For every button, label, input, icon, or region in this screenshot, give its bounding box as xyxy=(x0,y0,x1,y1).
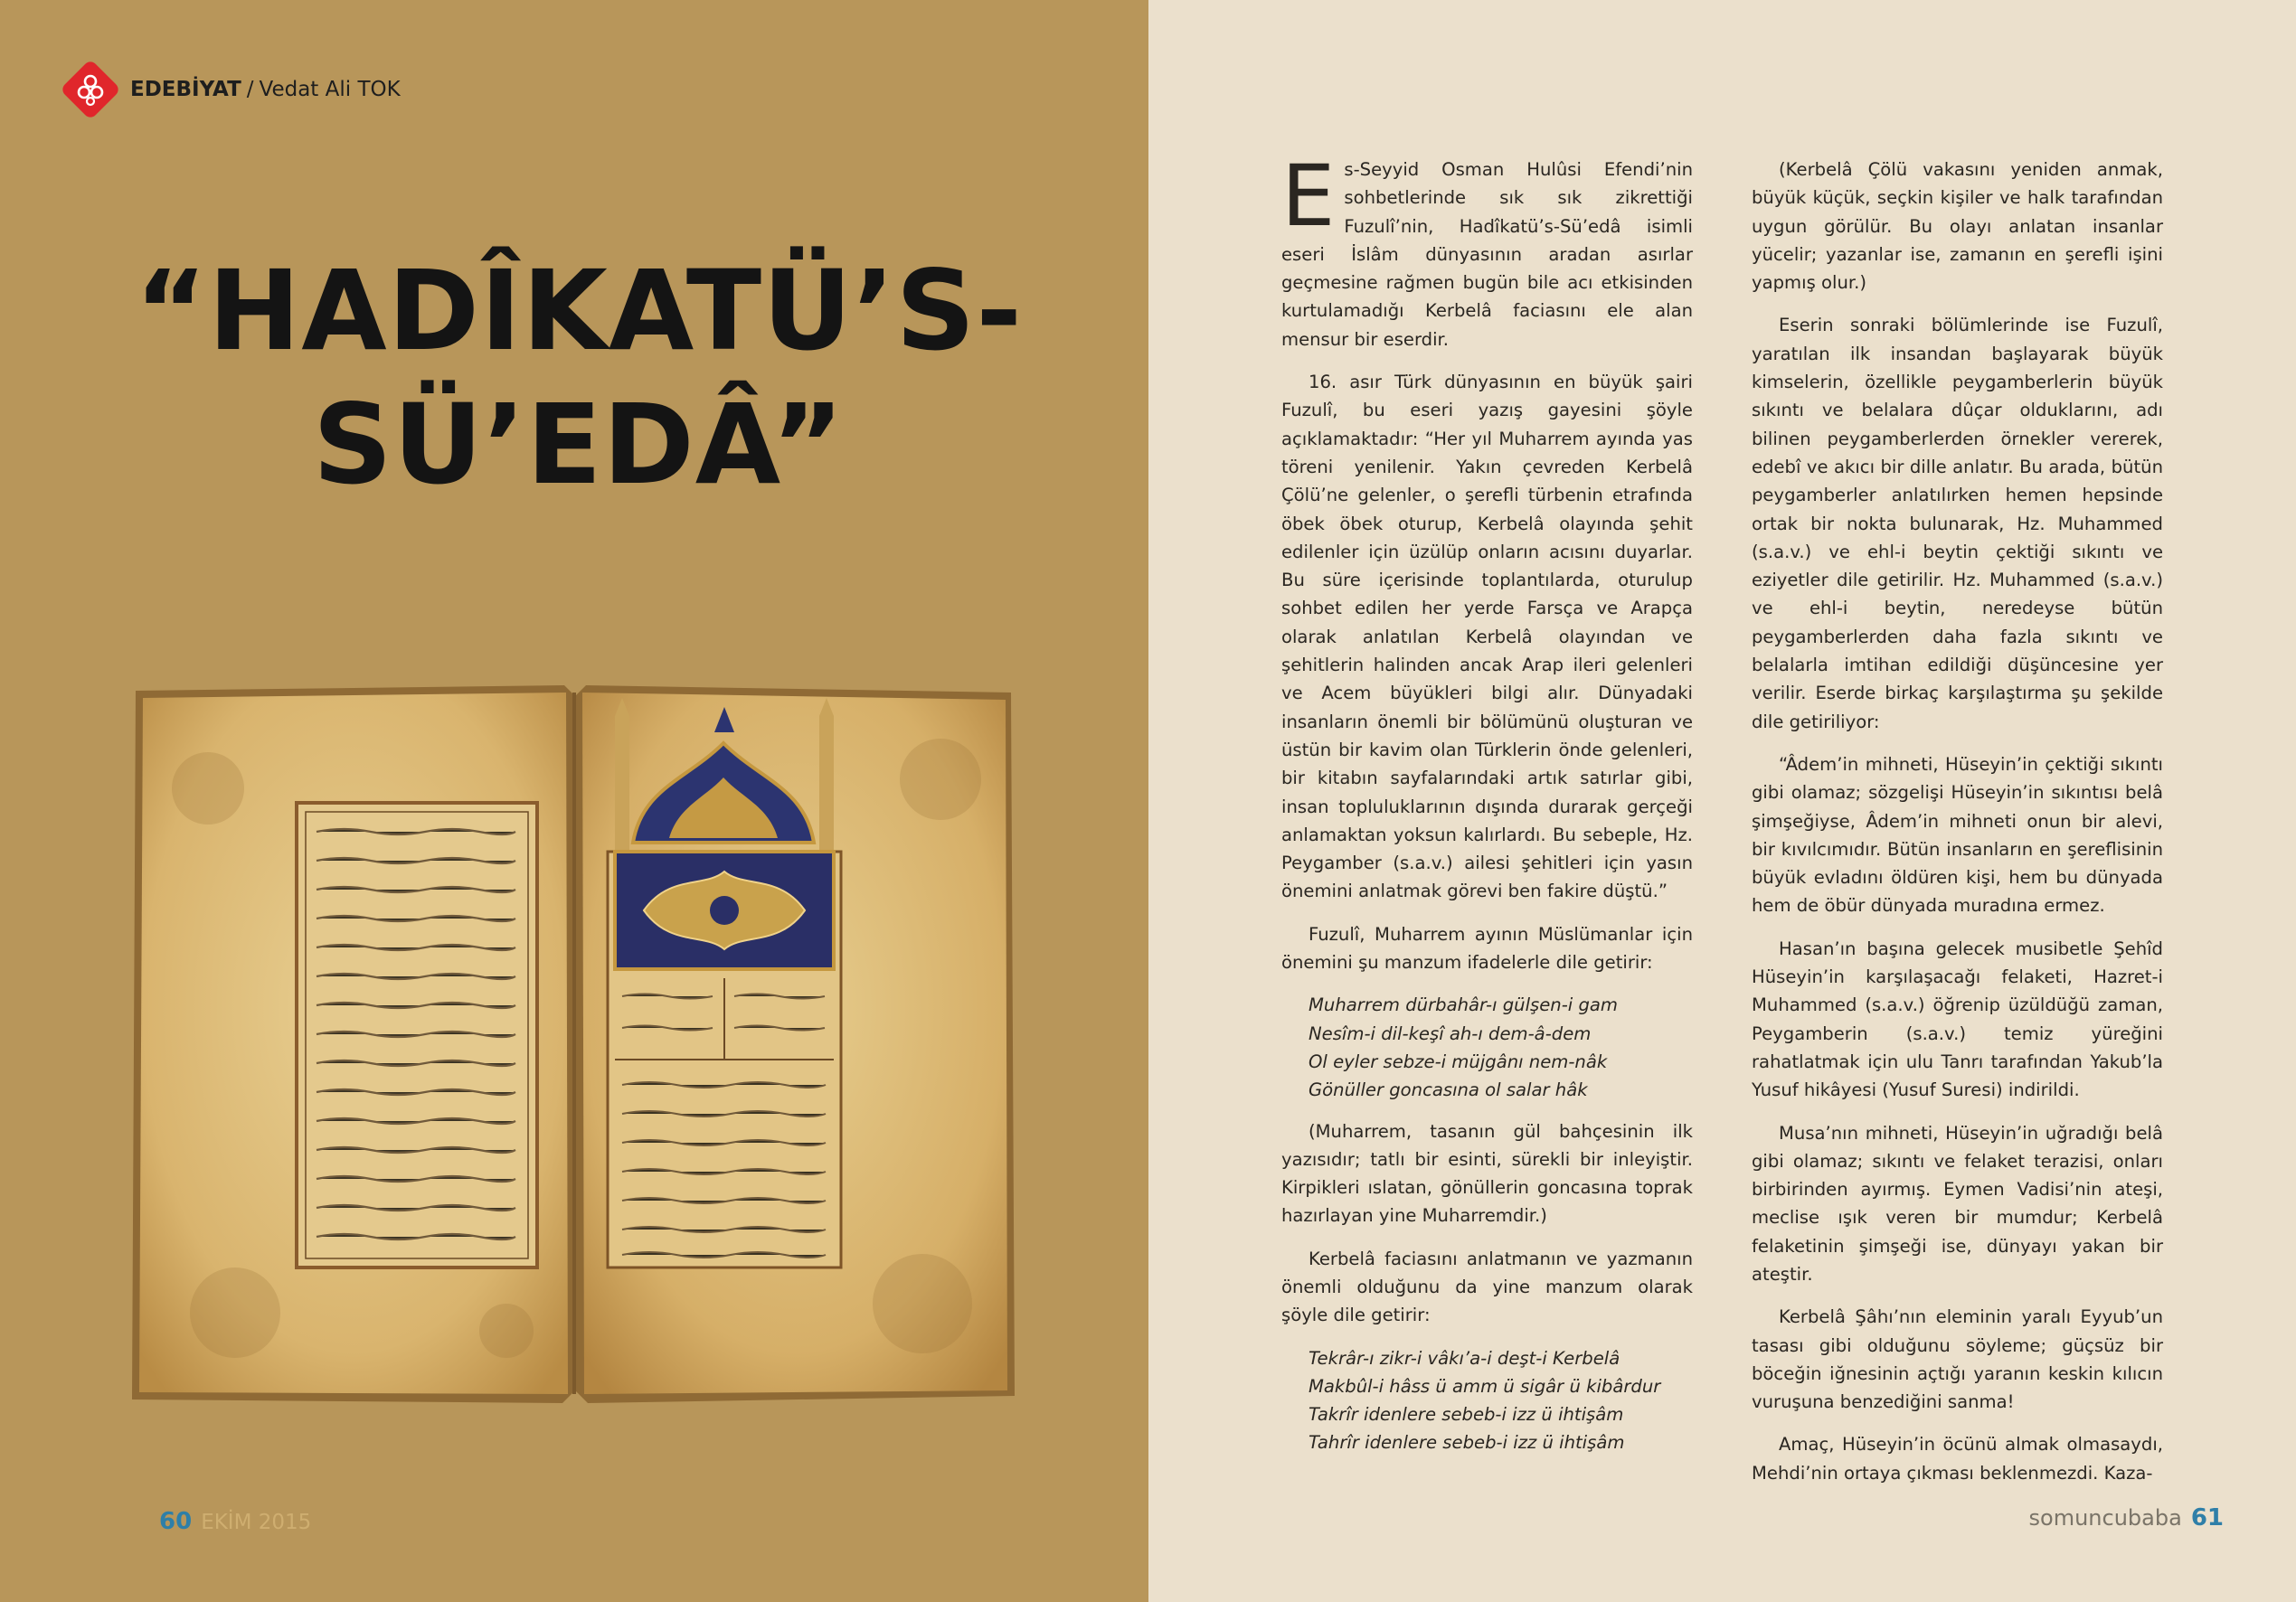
verse-1 xyxy=(1309,991,1693,1104)
paragraph-11: Kerbelâ Şâhı’nın eleminin yaralı Eyyub’un tasası gibi olduğunu söyleme; güçsüz bir böceğin iğnesinin açtığı yaranın keskin kılıcın vuruşuna benzediğini sanma! xyxy=(1752,1306,2163,1413)
article-column-2 xyxy=(1752,155,2163,1502)
paragraph-5: Kerbelâ faciasını anlatmanın ve yazmanın önemli olduğunu da yine manzum olarak şöyle dile getirir: xyxy=(1281,1248,1693,1326)
right-page xyxy=(1148,0,2296,1602)
verse-line: Ol eyler sebze-i müjgânı nem-nâk xyxy=(1309,1051,1608,1072)
manuscript-photo xyxy=(127,680,1015,1409)
page-number: 60 xyxy=(159,1508,193,1535)
page-number-left xyxy=(159,1508,311,1535)
article-column-1 xyxy=(1281,147,1693,1470)
section-name: EDEBİYAT xyxy=(130,78,241,101)
page-number-right: 61 xyxy=(2190,1504,2224,1531)
verse-line: Tahrîr idenlere sebeb-i izz ü ihtişâm xyxy=(1309,1432,1625,1454)
article-title xyxy=(127,244,1031,512)
paragraph-6: (Kerbelâ Çölü vakasını yeniden anmak, büyük küçük, seçkin kişiler ve halk tarafından uygun görülür. Bu olayı anlatan insanlar yücelir; yazanlar ise, zamanın en şerefli işini yapmış olur.) xyxy=(1752,159,2163,294)
verse-2 xyxy=(1309,1344,1693,1457)
drop-cap: E xyxy=(1281,147,1336,246)
paragraph-1 xyxy=(1281,147,1693,353)
title-line-1: “HADÎKATÜ’S- xyxy=(135,247,1023,375)
paragraph-10: Musa’nın mihneti, Hüseyin’in uğradığı belâ gibi olamaz; sıkıntı ve felaket terazisi, onları birbirinden ayırmış. Eymen Vadisi’nin ateşi, meclise ışık veren bir mumdur; Kerbelâ felaketinin şimşeği ise, dünyayı yakan bir ateştir. xyxy=(1752,1122,2163,1285)
paragraph-3: Fuzulî, Muharrem ayının Müslümanlar için önemini şu manzum ifadelerle dile getirir: xyxy=(1281,923,1693,974)
paragraph-12: Amaç, Hüseyin’in öcünü almak olmasaydı, Mehdi’nin ortaya çıkması beklenmezdi. Kaza- xyxy=(1752,1434,2163,1484)
verse-line: Tekrâr-ı zikr-i vâkı’a-i deşt-i Kerbelâ xyxy=(1309,1347,1620,1369)
verse-line: Muharrem dürbahâr-ı gülşen-i gam xyxy=(1309,994,1618,1016)
section-logo xyxy=(60,59,121,120)
author-name: Vedat Ali TOK xyxy=(259,78,401,101)
verse-line: Makbûl-i hâss ü amm ü sigâr ü kibârdur xyxy=(1309,1375,1661,1397)
verse-line: Takrîr idenlere sebeb-i izz ü ihtişâm xyxy=(1309,1404,1624,1426)
paragraph-2: 16. asır Türk dünyasının en büyük şairi Fuzulî, bu eseri yazış gayesini şöyle açıklamaktadır: “Her yıl Muharrem ayında yas töreni yenilenir. Yakın çevreden Kerbelâ Çölü’ne gelenler, o şerefli türbenin etrafında öbek öbek oturup, Kerbelâ olayında şehit edilenler için üzülüp onların acısını duyarlar. Bu süre içerisinde toplantılarda, oturulup sohbet edilen her yerde Farsça ve Arapça olarak anlatılan Kerbelâ olayından ve şehitlerin halinden ancak Arap ileri gelenleri ve Acem büyükleri bilgi alır. Dünyadaki insanların önemli bir bölümünü oluşturan ve üstün bir kavim olan Türklerin önde gelenleri, bir kitabın sayfalarındaki artık satırlar gibi, insan topluluklarının dışında durarak gerçeği anlamaktan yoksun kalırlardı. Bu sebeple, Hz. Peygamber (s.a.v.) ailesi şehitleri için yasın önemini anlatmak görevi ben fakire düştü.” xyxy=(1281,372,1693,902)
paragraph-8: “Âdem’in mihneti, Hüseyin’in çektiği sıkıntı gibi olamaz; sözgelişi Hüseyin’in sıkıntısı belâ şimşeğiyse, Âdem’in mihneti onun bir alevi, bir kıvılcımıdır. Bütün insanların en şereflisinin büyük evladını öldüren kişi, hem bu dünyada hem de öbür dünyada muradına ermez. xyxy=(1752,753,2163,917)
paragraph-7: Eserin sonraki bölümlerinde ise Fuzulî, yaratılan ilk insandan başlayarak büyük kimselerin, özellikle peygamberlerin büyük sıkıntı ve belalara dûçar olduklarını, adı bilinen peygamberlerden örnekler vererek, edebî ve akıcı bir dille anlatır. Bu arada, bütün peygamberler anlatılırken hemen hepsinde ortak bir nokta bulunarak, Hz. Muhammed (s.a.v.) ve ehl-i beytin çektiği sıkıntı ve eziyetler dile getirilir. Hz. Muhammed (s.a.v.) ve ehl-i beytin, neredeyse bütün peygamberlerden daha fazla sıkıntı ve belalarla imtihan edildiği düşüncesine yer verilir. Eserde birkaç karşılaştırma şu şekilde dile getiriliyor: xyxy=(1752,315,2163,732)
paragraph-9: Hasan’ın başına gelecek musibetle Şehîd Hüseyin’in karşılaşacağı felaketi, Hazret-i Muhammed (s.a.v.) öğrenip üzüldüğü zaman, Peygamberin (s.a.v.) temiz yüreğini rahatlatmak için ulu Tanrı tarafından Yakub’la Yusuf hikâyesi (Yusuf Suresi) indirildi. xyxy=(1752,938,2163,1101)
magazine-brand: somuncubaba xyxy=(2028,1505,2182,1531)
section-header xyxy=(60,58,401,121)
issue-date: EKİM 2015 xyxy=(201,1511,312,1534)
verse-line: Nesîm-i dil-keşî ah-ı dem-â-dem xyxy=(1309,1022,1592,1044)
section-label xyxy=(130,78,401,101)
footer-right xyxy=(2029,1504,2224,1531)
paragraph-1-text: s-Seyyid Osman Hulûsi Efendi’nin sohbetlerinde sık sık zikrettiği Fuzulî’nin, Hadîkatü’s-Sü’edâ isimli eseri İslâm dünyasının aradan asırlar geçmesine rağmen bugün bile acı etkisinden kurtulamadığı Kerbelâ faciasını ele alan mensur bir eserdir. xyxy=(1281,159,1693,350)
section-separator: / xyxy=(246,78,254,101)
title-line-2: SÜ’EDÂ” xyxy=(312,381,846,509)
verse-line: Gönüller goncasına ol salar hâk xyxy=(1309,1079,1588,1101)
paragraph-4: (Muharrem, tasanın gül bahçesinin ilk yazısıdır; tatlı bir esinti, sürekli bir inleyiştir. Kirpikleri ıslatan, gönüllerin goncasına toprak hazırlayan yine Muharremdir.) xyxy=(1281,1120,1693,1227)
